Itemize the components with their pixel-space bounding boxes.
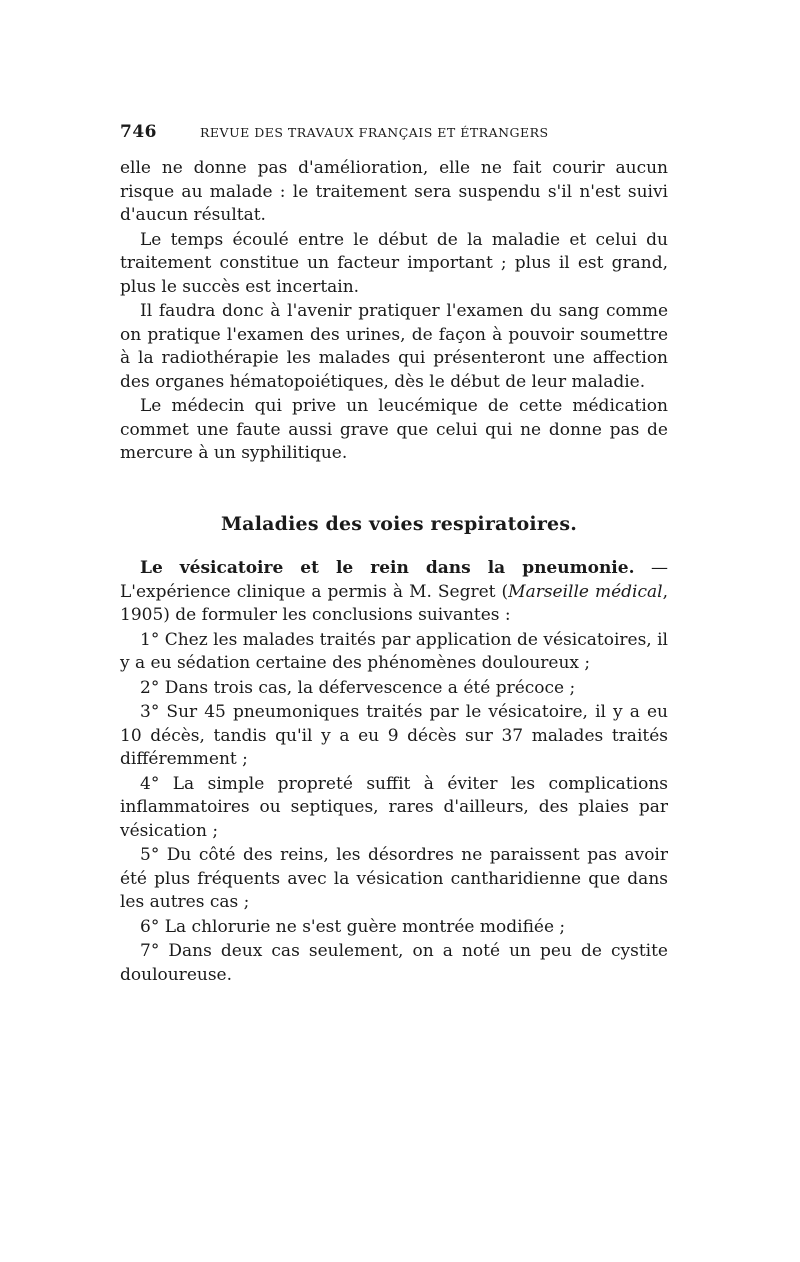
- section-heading: Maladies des voies respiratoires.: [220, 512, 578, 535]
- page-header: [120, 122, 670, 144]
- running-title: REVUE DES TRAVAUX FRANÇAIS ET ÉTRANGERS: [200, 125, 549, 140]
- conclusion-item-1: 1° Chez les malades traités par application de vésicatoires, il y a eu sédation certaine des phénomènes douloureux ;: [120, 629, 668, 673]
- paragraph-blood-exam: Il faudra donc à l'avenir pratiquer l'examen du sang comme on pratique l'examen des urines, de façon à pouvoir soumettre à la radiothérapie les malades qui présenteront une affection des organes hématopoiétiques, dès le début de leur maladie.: [120, 301, 668, 392]
- conclusion-item-7: 7° Dans deux cas seulement, on a noté un peu de cystite douloureuse.: [120, 941, 668, 985]
- paragraph-continued: elle ne donne pas d'amélioration, elle ne fait courir aucun risque au malade : le traitement sera suspendu s'il n'est suivi d'aucun résultat.: [120, 158, 668, 225]
- paragraph-physician-fault: Le médecin qui prive un leucémique de cette médication commet une faute aussi grave que celui qui ne donne pas de mercure à un syphilitique.: [120, 396, 668, 463]
- conclusion-item-6: 6° La chlorurie ne s'est guère montrée modifiée ;: [140, 916, 566, 937]
- conclusion-item-4: 4° La simple propreté suffit à éviter les complications inflammatoires ou septiques, rares d'ailleurs, des plaies par vésication ;: [120, 773, 668, 841]
- page-number: 746: [120, 122, 157, 142]
- article-title: Le vésicatoire et le rein dans la pneumonie.: [140, 558, 635, 578]
- conclusion-item-2: 2° Dans trois cas, la défervescence a été précoce ;: [140, 677, 576, 698]
- article-lead-paragraph: [120, 557, 668, 628]
- article-intro-text-1: — L'expérience clinique a permis à M. Segret (: [120, 558, 668, 602]
- page-body: [120, 157, 668, 987]
- article-intro-text-2: , 1905) de formuler les conclusions suivantes :: [120, 581, 668, 625]
- conclusion-item-5: 5° Du côté des reins, les désordres ne paraissent pas avoir été plus fréquents avec la vésication cantharidienne que dans les autres cas ;: [120, 845, 668, 912]
- conclusion-item-3: 3° Sur 45 pneumoniques traités par le vésicatoire, il y a eu 10 décès, tandis qu'il y a eu 9 décès sur 37 malades traités différemment ;: [120, 702, 668, 769]
- paragraph-time-factor: Le temps écoulé entre le début de la maladie et celui du traitement constitue un facteur important ; plus il est grand, plus le succès est incertain.: [120, 229, 668, 297]
- citation-journal: Marseille médical: [508, 581, 663, 602]
